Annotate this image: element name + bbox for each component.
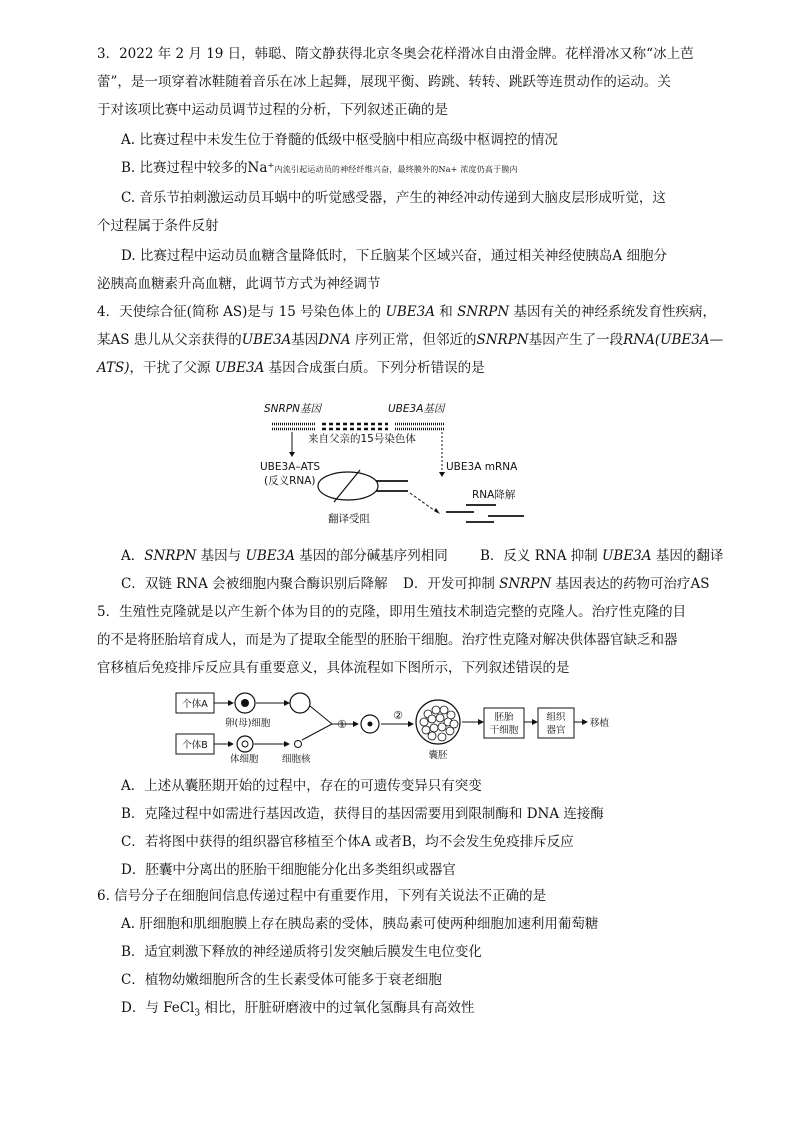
svg-text:组织: 组织 (546, 712, 566, 723)
q3-stem-line-3: 于对该项比赛中运动员调节过程的分析，下列叙述正确的是 (97, 102, 448, 118)
q6-option-b: B．适宜刺激下释放的神经递质将引发突触后膜发生电位变化 (121, 944, 482, 960)
q5-option-d: D．胚囊中分离出的胚胎干细胞能分化出多类组织或器官 (121, 862, 456, 878)
q5-stem-line-2: 的不是将胚胎培育成人，而是为了提取全能型的胚胎干细胞。治疗性克隆对解决供体器官缺乏和器 (97, 632, 678, 648)
q6-option-c: C．植物幼嫩细胞所含的生长素受体可能多于衰老细胞 (121, 972, 442, 988)
rna-degrade-label: RNA降解 (472, 489, 516, 501)
step-2-marker: ② (393, 709, 403, 722)
q5-option-a: A．上述从囊胚期开始的过程中，存在的可遗传变异只有突变 (121, 778, 482, 794)
q3-option-d-line-2: 泌胰高血糖素升高血糖，此调节方式为神经调节 (97, 276, 381, 292)
mrna-label: UBE3A mRNA (446, 461, 518, 473)
q6-option-a: A. 肝细胞和肌细胞膜上存在胰岛素的受体，胰岛素可使两种细胞加速利用葡萄糖 (121, 916, 599, 932)
ribosome-shape (318, 472, 378, 500)
q5-option-b: B．克隆过程中如需进行基因改造，获得目的基因需要用到限制酶和 DNA 连接酶 (121, 806, 604, 822)
enucleated-egg (290, 693, 310, 713)
egg-cell-label: 卵(母)细胞 (225, 718, 271, 729)
svg-text:个体A: 个体A (182, 699, 208, 710)
q4-option-b: B．反义 RNA 抑制 UBE3A 基因的翻译 (480, 548, 724, 564)
q5-option-c: C．若将图中获得的组织器官移植至个体A 或者B，均不会发生免疫排斥反应 (121, 834, 574, 850)
q3-option-c-line-2: 个过程属于条件反射 (97, 218, 219, 234)
q3-stem-line-2: 蕾”，是一项穿着冰鞋随着音乐在冰上起舞，展现平衡、跨跳、转转、跳跃等连贯动作的运动。关 (97, 74, 671, 90)
q5-stem-line-3: 官移植后免疫排斥反应具有重要意义，具体流程如下图所示，下列叙述错误的是 (97, 660, 570, 676)
somatic-cell-label: 体细胞 (230, 754, 259, 765)
step-1-marker: ① (337, 718, 347, 731)
q4-stem-line-1: 4．天使综合征(简称 AS)是与 15 号染色体上的 UBE3A 和 SNRPN 基因有关的神经系统发育性疾病， (97, 304, 716, 320)
q4-stem-line-2: 某AS 患儿从父亲获得的UBE3A基因DNA 序列正常，但邻近的SNRPN基因产生了一段RNA(UBE3A— (97, 332, 724, 348)
q3-option-a: A. 比赛过程中未发生位于脊髓的低级中枢受脑中相应高级中枢调控的情况 (121, 132, 558, 148)
nucleus-label: 细胞核 (282, 754, 311, 765)
translation-blocked-label: 翻译受阻 (328, 513, 370, 525)
cell-nucleus (295, 741, 302, 748)
svg-text:器官: 器官 (546, 725, 566, 736)
q3-option-b: B. 比赛过程中较多的Na⁺内流引起运动员的神经纤维兴奋，最终膜外的Na+ 浓度仍高于膜内 (121, 160, 518, 176)
q4-option-a: A．SNRPN 基因与 UBE3A 基因的部分碱基序列相同 (121, 548, 448, 564)
q6-option-d: D．与 FeCl$_3$ 相比，肝脏研磨液中的过氧化氢酶具有高效性 (121, 1000, 475, 1019)
blastocyst (416, 700, 460, 744)
svg-text:胚胎: 胚胎 (494, 712, 514, 723)
q4-stem-line-3: ATS)，干扰了父源 UBE3A 基因合成蛋白质。下列分析错误的是 (97, 360, 485, 376)
antisense-rna-label-2: (反义RNA) (264, 475, 316, 487)
ube3a-gene-label: UBE3A基因 (388, 403, 445, 415)
svg-text:个体B: 个体B (182, 740, 208, 751)
antisense-rna-label-1: UBE3A–ATS (260, 461, 321, 473)
q5-stem-line-1: 5．生殖性克隆就是以产生新个体为目的的克隆，即用生殖技术制造完整的克隆人。治疗性克隆的目 (97, 604, 687, 620)
svg-text:干细胞: 干细胞 (489, 725, 519, 736)
snrpn-gene-label: SNRPN基因 (264, 403, 322, 415)
degradation-arrow (410, 493, 438, 513)
transplant-label: 移植 (590, 718, 610, 729)
blastocyst-label: 囊胚 (428, 750, 448, 761)
q3-option-c-line-1: C. 音乐节拍刺激运动员耳蜗中的听觉感受器，产生的神经冲动传递到大脑皮层形成听觉，这 (121, 190, 666, 206)
q3-stem-line-1: 3．2022 年 2 月 19 日，韩聪、隋文静获得北京冬奥会花样滑冰自由滑金牌。花样滑冰又称“冰上芭 (97, 46, 694, 62)
q3-option-d-line-1: D. 比赛过程中运动员血糖含量降低时，下丘脑某个区域兴奋，通过相关神经使胰岛A 细胞分 (121, 248, 667, 264)
q6-stem: 6. 信号分子在细胞间信息传递过程中有重要作用，下列有关说法不正确的是 (97, 888, 547, 904)
chromosome-label: 来自父亲的15号染色体 (308, 433, 416, 445)
q4-option-d: D．开发可抑制 SNRPN 基因表达的药物可治疗AS (403, 576, 710, 592)
therapeutic-cloning-diagram (170, 688, 630, 768)
q4-option-c: C．双链 RNA 会被细胞内聚合酶识别后降解 (121, 576, 388, 592)
chromosome-strand (272, 424, 445, 429)
ube3a-antisense-diagram (250, 398, 550, 530)
